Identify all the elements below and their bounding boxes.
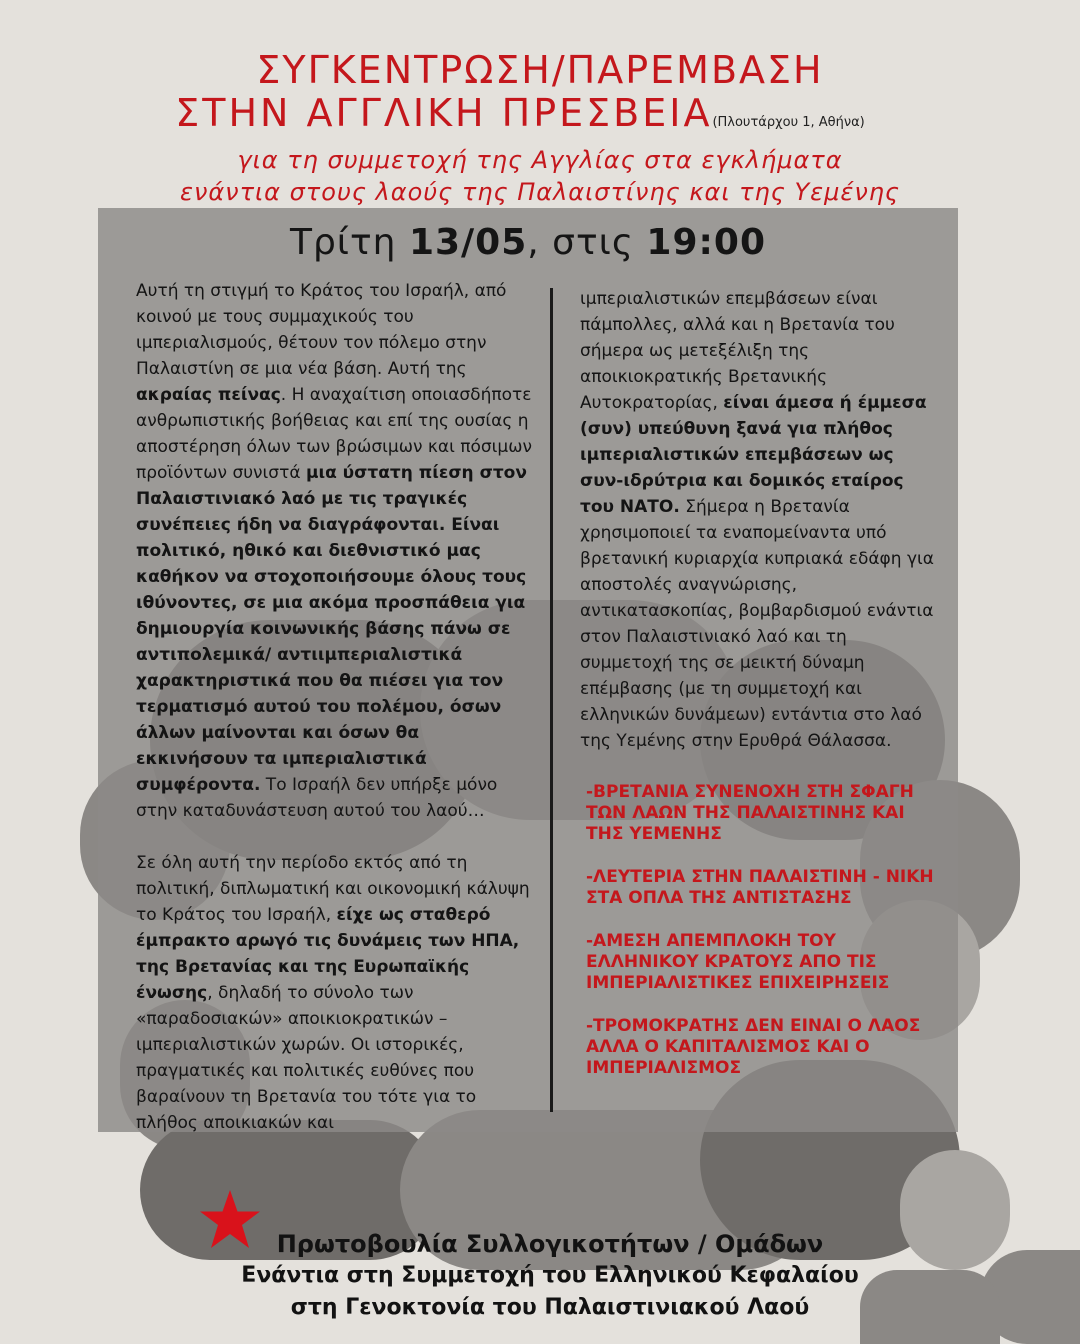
footer-line-2: Ενάντια στη Συμμετοχή του Ελληνικού Κεφαλαίου (241, 1263, 859, 1288)
paragraph-text: , δηλαδή το σύνολο των «παραδοσιακών» αποικιοκρατικών – ιμπεριαλιστικών χωρών. Οι ιστορικές, πραγματικές και πολιτικές ευθύνες που βαραίνουν τη Βρετανία του τότε για το πλήθος αποικιακών και (136, 983, 477, 1133)
slogan: -ΒΡΕΤΑΝΙΑ ΣΥΝΕΝΟΧΗ ΣΤΗ ΣΦΑΓΗ ΤΩΝ ΛΑΩΝ ΤΗΣ ΠΑΛΑΙΣΤΙΝΗΣ ΚΑΙ ΤΗΣ ΥΕΜΕΝΗΣ (586, 782, 914, 844)
event-time: 19:00 (646, 222, 767, 263)
photo-blob (900, 1150, 1010, 1270)
left-column (136, 278, 536, 1136)
paragraph-text: ιμπεριαλιστικών επεμβάσεων είναι πάμπολλες, αλλά και η Βρετανία του σήμερα ως μετεξέλιξη της αποικιοκρατικής Βρετανικής Αυτοκρατορίας, (580, 289, 895, 413)
emphasized-text: είχε ως σταθερό έμπρακτο αρωγό τις δυνάμεις των ΗΠΑ, της Βρετανίας και της Ευρωπαϊκής ένωσης (136, 905, 520, 1003)
address: (Πλουτάρχου 1, Αθήνα) (712, 115, 865, 130)
right-column (580, 286, 940, 1101)
title-line-2-text: ΣΤΗΝ ΑΓΓΛΙΚΗ ΠΡΕΣΒΕΙΑ (175, 91, 713, 135)
slogan: -ΛΕΥΤΕΡΙΑ ΣΤΗΝ ΠΑΛΑΙΣΤΙΝΗ - ΝΙΚΗ ΣΤΑ ΟΠΛΑ ΤΗΣ ΑΝΤΙΣΤΑΣΗΣ (586, 867, 934, 908)
emphasized-text: είναι άμεσα ή έμμεσα (συν) υπεύθυνη ξανά για πλήθος ιμπεριαλιστικών επεμβάσεων ως συν-ιδρύτρια και δομικός εταίρος του ΝΑΤΟ. (580, 393, 927, 517)
left-paragraph-1 (136, 278, 536, 824)
slogan: -ΤΡΟΜΟΚΡΑΤΗΣ ΔΕΝ ΕΙΝΑΙ Ο ΛΑΟΣ ΑΛΛΑ Ο ΚΑΠΙΤΑΛΙΣΜΟΣ ΚΑΙ Ο ΙΜΠΕΡΙΑΛΙΣΜΟΣ (586, 1016, 921, 1078)
footer-line-3: στη Γενοκτονία του Παλαιστινιακού Λαού (290, 1295, 810, 1320)
paragraph-text: Σήμερα η Βρετανία χρησιμοποιεί τα εναπομείναντα υπό βρετανική κυριαρχία κυπριακά εδάφη για αποστολές αναγνώρισης, αντικατασκοπίας, βομβαρδισμού ενάντια στον Παλαιστινιακό λαό και τη συμμετοχή της σε μεικτή δύναμη επέμβασης (με τη συμμετοχή και ελληνικών δυνάμεων) εντάντια στο λαό της Υεμένης στην Ερυθρά Θάλασσα. (580, 497, 934, 751)
right-paragraph-1 (580, 286, 940, 754)
emphasized-text: ακραίας πείνας (136, 385, 281, 405)
paragraph-text: Σε όλη αυτή την περίοδο εκτός από τη πολιτική, διπλωματική και οικονομική κάλυψη το Κράτος του Ισραήλ, (136, 853, 530, 925)
subtitle-line-1: για τη συμμετοχή της Αγγλίας στα εγκλήματα (237, 146, 843, 174)
paragraph-text: . Η αναχαίτιση οποιασδήποτε ανθρωπιστικής βοήθειας και επί της ουσίας η αποστέρηση όλων των βρώσιμων και πόσιμων προϊόντων συνιστά (136, 385, 532, 483)
event-day: Τρίτη (289, 222, 397, 263)
event-date-separator: , στις (527, 222, 634, 263)
left-paragraph-2 (136, 850, 536, 1136)
paragraph-text: Αυτή τη στιγμή το Κράτος του Ισραήλ, από κοινού με τους συμμαχικούς του ιμπεριαλισμούς, θέτουν τον πόλεμο στην Παλαιστίνη σε μια νέα βάση. Αυτή της (136, 281, 507, 379)
emphasized-text: μια ύστατη πίεση στον Παλαιστινιακό λαό με τις τραγικές συνέπειες ήδη να διαγράφονται. Είναι πολιτικό, ηθικό και διεθνιστικό μας καθήκον να στοχοποιήσουμε όλους τους ιθύνοντες, σε μια ακόμα προσπάθεια για δημιουργία κοινωνικής βάσης πάνω σε αντιπολεμικά/ αντιιμπεριαλιστικά χαρακτηριστικά που θα πιέσει για τον τερματισμό αυτού του πολέμου, όσων άλλων μαίνονται και όσων θα εκκινήσουν τα ιμπεριαλιστικά συμφέροντα. (136, 463, 527, 795)
footer-signature (240, 1228, 860, 1324)
title-line-1: ΣΥΓΚΕΝΤΡΩΣΗ/ΠΑΡΕΜΒΑΣΗ (256, 48, 824, 92)
slogan-list (580, 782, 940, 1079)
header (0, 48, 1080, 208)
column-divider (550, 288, 553, 1112)
title-line-2 (0, 92, 1060, 144)
slogan: -ΑΜΕΣΗ ΑΠΕΜΠΛΟΚΗ ΤΟΥ ΕΛΛΗΝΙΚΟΥ ΚΡΑΤΟΥΣ ΑΠΟ ΤΙΣ ΙΜΠΕΡΙΑΛΙΣΤΙΚΕΣ ΕΠΙΧΕΙΡΗΣΕΙΣ (586, 931, 890, 993)
event-date-value: 13/05 (408, 222, 528, 263)
paragraph-text: Το Ισραήλ δεν υπήρξε μόνο στην καταδυνάστευση αυτού του λαού… (136, 775, 498, 821)
content-panel (98, 208, 958, 1132)
event-date (98, 222, 958, 263)
subtitle-line-2: ενάντια στους λαούς της Παλαιστίνης και της Υεμένης (179, 178, 901, 206)
photo-blob (860, 1270, 1000, 1344)
footer-line-1: Πρωτοβουλία Συλλογικοτήτων / Ομάδων (276, 1230, 824, 1258)
